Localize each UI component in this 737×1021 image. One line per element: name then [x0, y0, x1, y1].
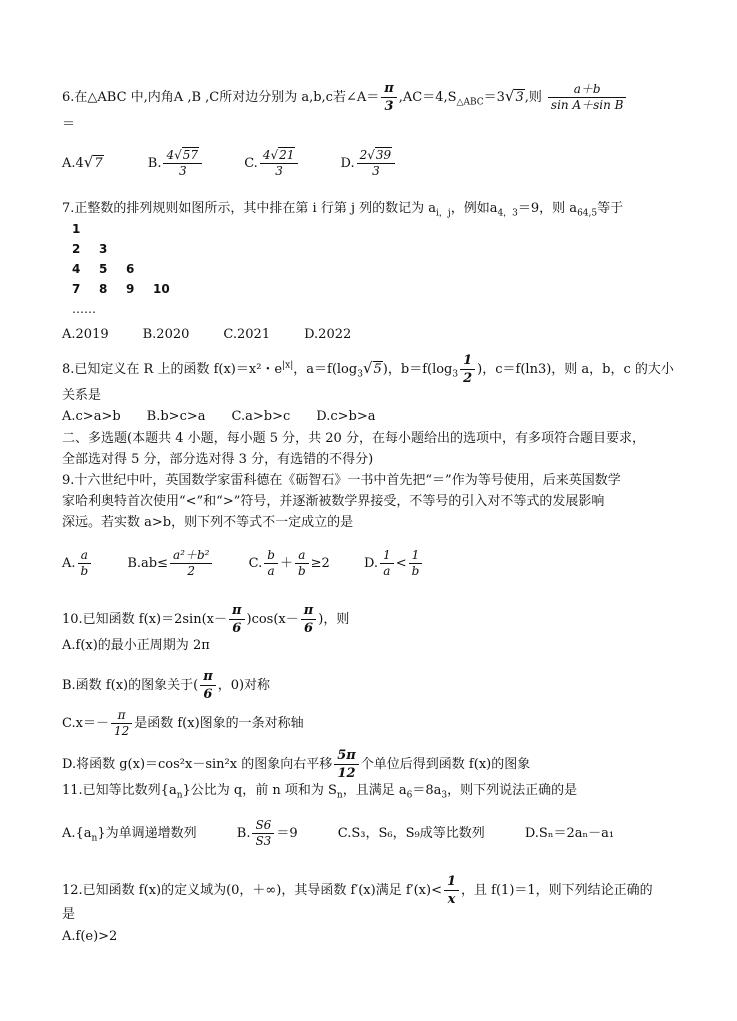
q8-options [62, 408, 410, 426]
q9-option-a: A. $\frac{a}{b}$ [62, 548, 93, 579]
q6-sqrt: 3 [515, 90, 524, 105]
q6-stem: 6.在△ABC 中,内角A ,B ,C所对边分别为 a,b,c若∠A＝ $\frac{\pi}{3}$ $,AC=4,S_{\triangle ABC}=3√3$,则 $\frac{a+b}{\text{sin A＋sin B}}$ [62, 80, 628, 115]
q10-option-d: D.将函数 g(x)＝cos²x－sin²x 的图象向右平移 $\frac{5\pi}{12}$ 个单位后得到函数 f(x)的图象 [62, 748, 531, 781]
q11-options [62, 818, 648, 849]
q7-options [62, 326, 385, 344]
q7-stem: 7.正整数的排列规则如图所示，其中排在第 i 行第 j 列的数记为 $a_{i,j}$，例如$a_{4,3}=9$，则 $a_{64,5}$等于 [62, 201, 624, 219]
q11-stem: 11.已知等比数列$\{a_n\}$公比为 q，前 n 项和为 $S_n$，且满足 $a_6=8a_3$，则下列说法正确的是 [62, 783, 578, 801]
q10-option-a: A.f(x)的最小正周期为 2π [62, 638, 210, 653]
q8-option-d: D.c>b>a [316, 409, 376, 424]
q9-option-b: B.ab≤ $\frac{\text{a²＋b²}}{2}$ [127, 548, 214, 579]
q8-option-c: C.a>b>c [231, 409, 291, 424]
q7-row-2: 2 3 [72, 242, 108, 256]
q7-row-4: 7 8 9 10 [72, 282, 170, 296]
q6-expr-fraction: $\frac{a+b}{\text{sin A＋sin B}}$ [548, 82, 627, 113]
q7-option-a: A.2019 [62, 327, 109, 342]
q10-option-c: C.x＝－ $\frac{\pi}{12}$ 是函数 f(x)图象的一条对称轴 [62, 708, 304, 738]
section2-heading: 二、多选题(本题共 4 小题，每小题 5 分，共 20 分，在每小题给出的选项中，有多项符合题目要求， [62, 431, 645, 446]
q7-row-3: 4 5 6 [72, 262, 135, 276]
q9-line1: 9.十六世纪中叶，英国数学家雷科德在《砺智石》一书中首先把“＝”作为等号使用，后来英国数学 [62, 473, 621, 488]
q6-text-a: 6.在△ABC 中,内角A ,B ,C所对边分别为 a,b,c若∠A＝ [62, 90, 380, 105]
q7-option-c: C.2021 [223, 327, 271, 342]
q10-stem: 10.已知函数 f(x)＝2sin(x－ $\frac{\pi}{6}$ )cos(x－ $\frac{\pi}{6}$ )，则 [62, 603, 350, 636]
q6-angle-fraction: $\frac{\pi}{3}$ [381, 80, 397, 115]
q8-stem-line2: 关系是 [62, 388, 102, 403]
q8-stem: 8.已知定义在 R 上的函数 f(x)＝x²・$e^{|x|}$，$a=f(\log_3√5)$，$b=f(\log_3$ $\frac{1}{2}$ )，c＝f(ln3)，则 a，b，c 的大小 [62, 353, 674, 386]
q9-option-d: D. $\frac{1}{a}$ < $\frac{1}{b}$ [364, 548, 424, 579]
q6-text-d: ,则 [524, 90, 542, 105]
q7-row-1: 1 [72, 222, 81, 236]
q7-number-triangle [72, 219, 180, 319]
q12-stem: 12.已知函数 f(x)的定义域为(0，＋∞)，其导函数 f′(x)满足 f′(x)< $\frac{1}{x}$ ，且 f(1)＝1，则下列结论正确的 [62, 874, 653, 907]
q12-option-a: A.f(e)>2 [62, 929, 118, 944]
q6-option-d: D. $\frac{2√39}{3}$ [341, 148, 398, 179]
q11-option-c: C.S₃，S₆，S₉成等比数列 [337, 826, 485, 841]
q6-equals: ＝ [62, 117, 76, 132]
q8-option-b: B.b>c>a [146, 409, 206, 424]
q9-line2: 家哈利奥特首次使用“<”和“>”符号，并逐渐被数学界接受，不等号的引入对不等式的发展影响 [62, 494, 605, 509]
q7-option-b: B.2020 [142, 327, 190, 342]
q6-text-c: ＝3 [483, 90, 505, 105]
q9-line3: 深远。若实数 a>b，则下列不等式不一定成立的是 [62, 515, 354, 530]
q7-row-ellipsis: …… [72, 302, 96, 316]
q11-option-b: B. $\frac{S6}{S3}$ ＝9 [236, 818, 298, 848]
q10-option-b: B.函数 f(x)的图象关于( $\frac{\pi}{6}$ ，0)对称 [62, 669, 271, 702]
q8-half-fraction: $\frac{1}{2}$ [460, 352, 475, 387]
q7-option-d: D.2022 [304, 327, 352, 342]
q6-option-b: B. $\frac{4√57}{3}$ [148, 148, 204, 179]
q12-stem-line2: 是 [62, 907, 76, 922]
q6-text-b: ,AC＝4,S [398, 90, 457, 105]
q11-option-d: D.Sₙ＝2aₙ－a₁ [524, 826, 615, 841]
q6-sub: △ABC [456, 97, 484, 108]
q6-option-c: C. $\frac{4√21}{3}$ [244, 148, 300, 179]
q6-options [62, 148, 431, 179]
q9-options [62, 548, 458, 579]
section2-heading-line2: 全部选对得 5 分，部分选对得 3 分，有选错的不得分) [62, 452, 374, 467]
q6-option-a: A.4√7 [62, 153, 103, 171]
q11-option-a: $A.\{a_n\}$为单调递增数列 [62, 826, 197, 844]
q8-option-a: A.c>a>b [62, 409, 121, 424]
q9-option-c: C. $\frac{b}{a}$ ＋ $\frac{a}{b}$ ≥2 [248, 548, 330, 578]
